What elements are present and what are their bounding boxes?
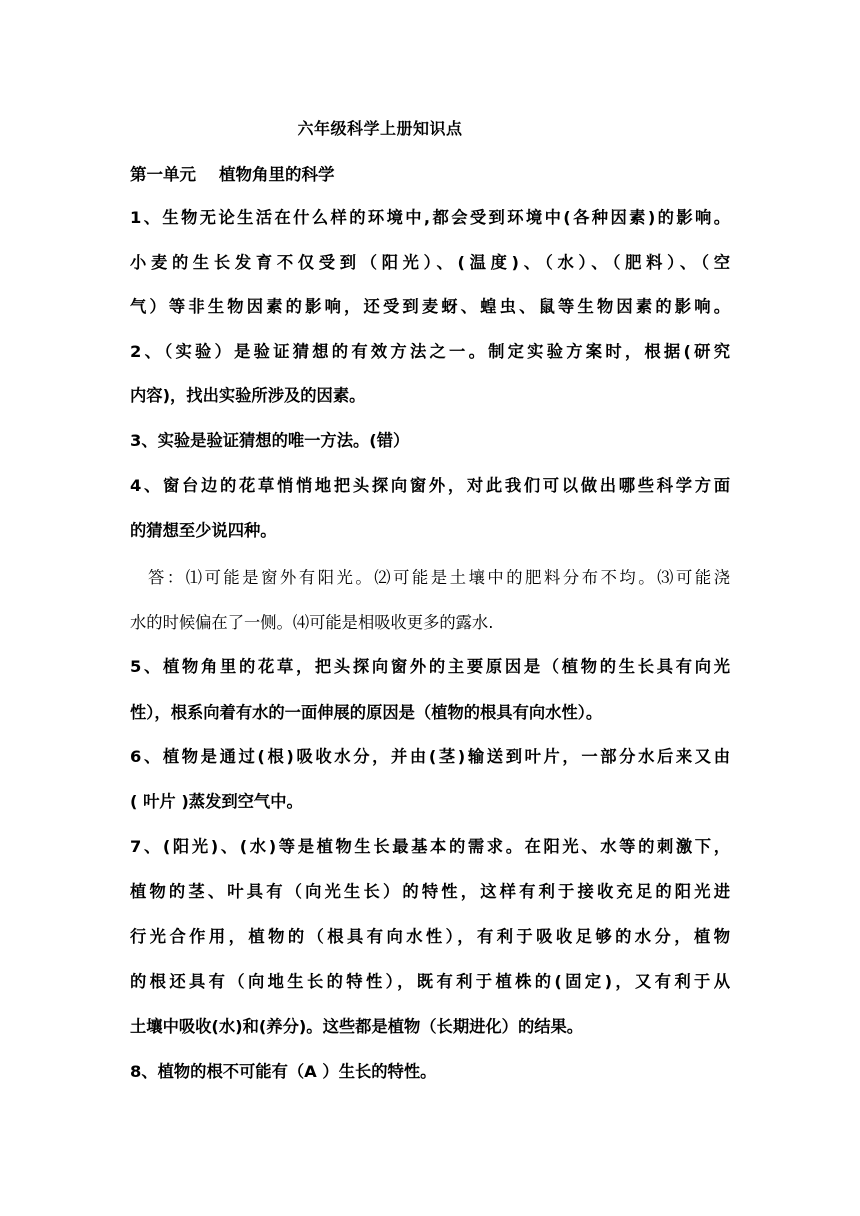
answer-line-1: 答：⑴可能是窗外有阳光。⑵可能是土壤中的肥料分布不均。⑶可能浇 bbox=[148, 568, 730, 587]
text-line-4: 2、（实验）是验证猜想的有效方法之一。制定实验方案时，根据(研究 bbox=[130, 342, 730, 361]
text-line-12: 性），根系向着有水的一面伸展的原因是（植物的根具有向水性）。 bbox=[130, 703, 603, 722]
text-line-1: 1、生物无论生活在什么样的环境中,都会受到环境中(各种因素)的影响。 bbox=[130, 208, 730, 227]
answer-line-2: 水的时候偏在了一侧。⑷可能是相吸收更多的露水. bbox=[130, 613, 494, 632]
text-line-19: 土壤中吸收(水)和(养分)。这些都是植物（长期进化）的结果。 bbox=[130, 1017, 584, 1036]
text-line-20: 8、植物的根不可能有（A ）生长的特性。 bbox=[130, 1062, 437, 1081]
text-line-3: 气）等非生物因素的影响，还受到麦蚜、蝗虫、鼠等生物因素的影响。 bbox=[130, 297, 730, 316]
unit-heading: 第一单元 植物角里的科学 bbox=[130, 165, 335, 184]
text-line-13: 6、植物是通过(根)吸收水分，并由(茎)输送到叶片，一部分水后来又由 bbox=[130, 747, 730, 766]
text-line-16: 植物的茎、叶具有（向光生长）的特性，这样有利于接收充足的阳光进 bbox=[130, 882, 730, 901]
text-line-6: 3、实验是验证猜想的唯一方法。(错） bbox=[130, 431, 410, 450]
document-title: 六年级科学上册知识点 bbox=[297, 119, 463, 138]
text-line-8: 的猜想至少说四种。 bbox=[130, 521, 277, 540]
text-line-2: 小麦的生长发育不仅受到（阳光）、(温度)、（水）、（肥料）、（空 bbox=[130, 253, 730, 272]
text-line-11: 5、植物角里的花草，把头探向窗外的主要原因是（植物的生长具有向光 bbox=[130, 657, 730, 676]
text-line-5: 内容)，找出实验所涉及的因素。 bbox=[130, 386, 366, 405]
text-line-18: 的根还具有（向地生长的特性），既有利于植株的(固定)，又有利于从 bbox=[130, 972, 730, 991]
text-line-14: ( 叶片 )蒸发到空气中。 bbox=[130, 792, 303, 811]
text-line-17: 行光合作用，植物的（根具有向水性），有利于吸收足够的水分，植物 bbox=[130, 927, 730, 946]
text-line-7: 4、窗台边的花草悄悄地把头探向窗外，对此我们可以做出哪些科学方面 bbox=[130, 476, 730, 495]
text-line-15: 7、(阳光)、(水)等是植物生长最基本的需求。在阳光、水等的刺激下， bbox=[130, 837, 730, 856]
